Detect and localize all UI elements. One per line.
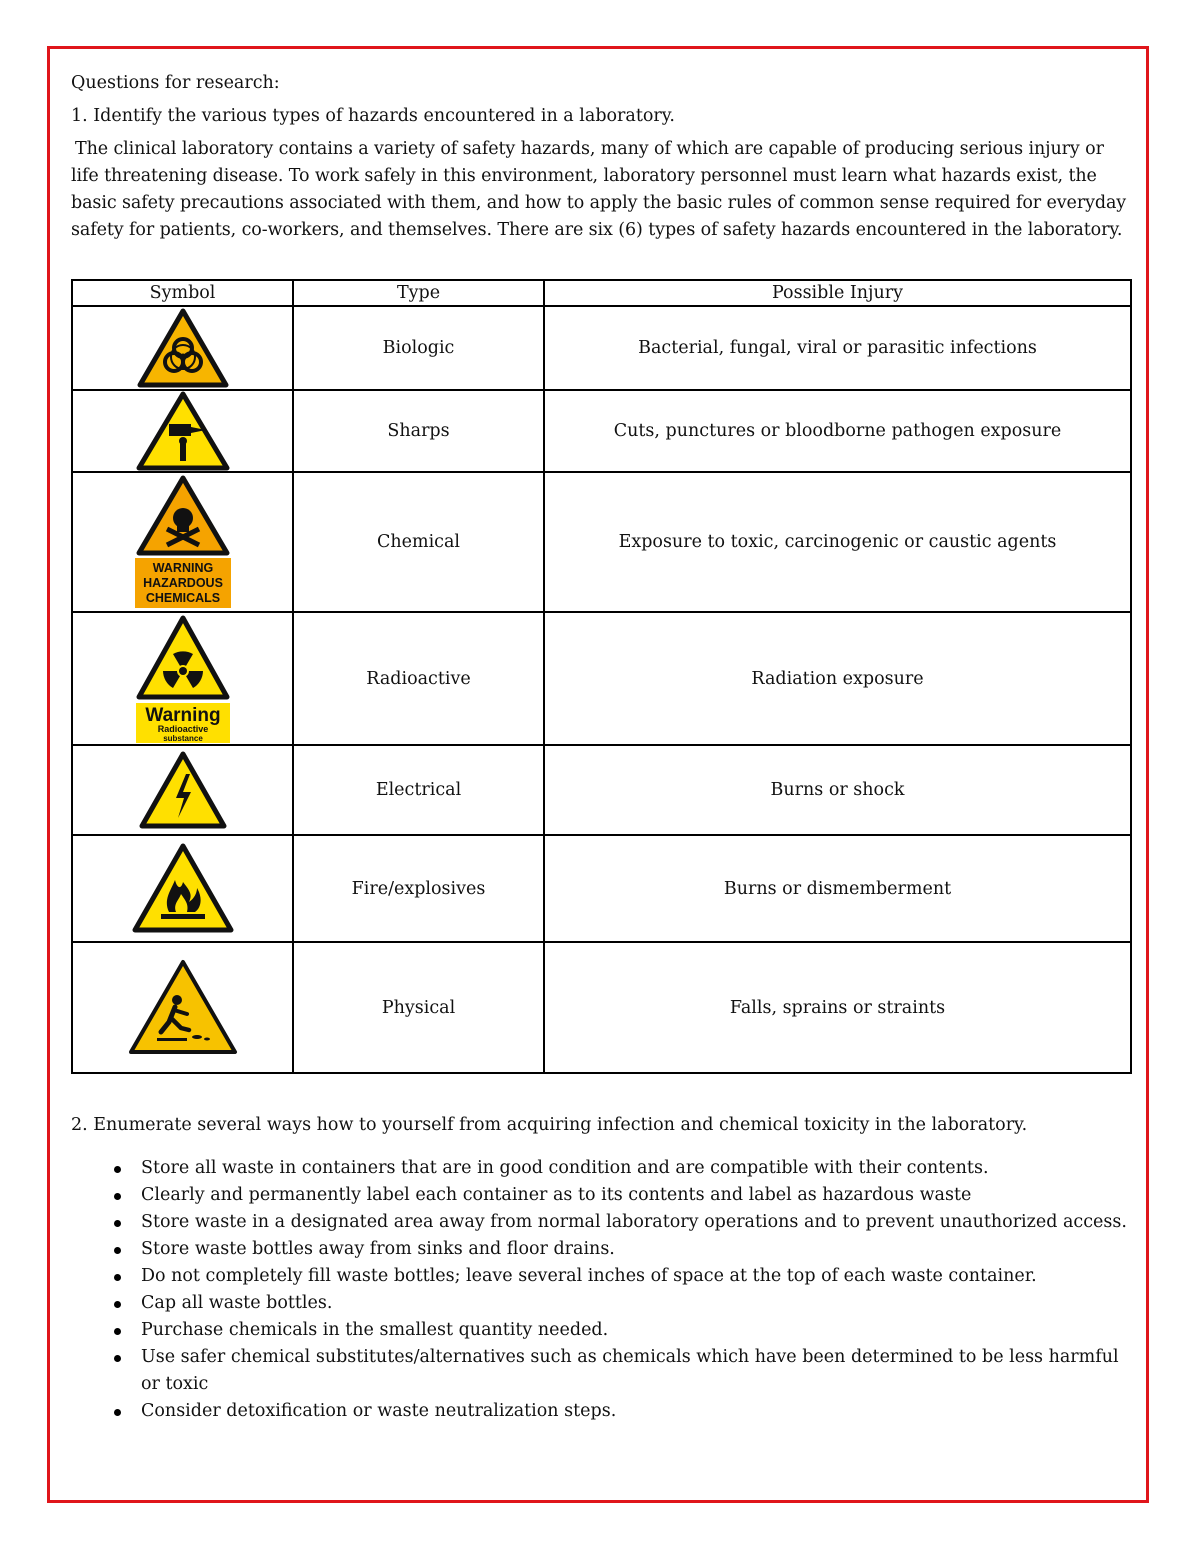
list-item (71, 1236, 1129, 1263)
bullet-icon (114, 1274, 121, 1281)
bullet-icon (114, 1328, 121, 1335)
radioactive-icon (133, 615, 233, 743)
injury-cell: Falls, sprains or straints (544, 942, 1131, 1073)
list-item (71, 1263, 1129, 1290)
injury-cell: Exposure to toxic, carcinogenic or caustic agents (544, 472, 1131, 612)
list-item-text: Purchase chemicals in the smallest quantity needed. (141, 1320, 609, 1340)
sign-text: HAZARDOUS (142, 576, 223, 590)
type-cell: Chemical (293, 472, 544, 612)
list-item-text: Clearly and permanently label each container as to its contents and label as hazardous waste (141, 1185, 972, 1205)
biohazard-icon (137, 308, 229, 388)
symbol-cell (72, 472, 293, 612)
injury-cell: Cuts, punctures or bloodborne pathogen exposure (544, 390, 1131, 472)
list-item (71, 1182, 1129, 1209)
sign-text: substance (162, 733, 203, 743)
list-item-text: Store waste in a designated area away from normal laboratory operations and to prevent unauthorized access. (141, 1212, 1127, 1232)
table-row (72, 942, 1131, 1073)
type-cell: Radioactive (293, 612, 544, 745)
symbol-cell (72, 942, 293, 1073)
sign-text: CHEMICALS (145, 591, 220, 605)
table-row (72, 745, 1131, 835)
table-row (72, 835, 1131, 942)
header-type: Type (293, 280, 544, 306)
injury-cell: Burns or dismemberment (544, 835, 1131, 942)
symbol-cell (72, 306, 293, 390)
heading: Questions for research: (71, 73, 280, 93)
sign-text: Warning (144, 704, 221, 726)
symbol-cell (72, 612, 293, 745)
type-cell: Electrical (293, 745, 544, 835)
type-cell: Physical (293, 942, 544, 1073)
bullet-icon (114, 1355, 121, 1362)
bullet-icon (114, 1301, 121, 1308)
list-item-text: Cap all waste bottles. (141, 1293, 333, 1313)
type-cell: Biologic (293, 306, 544, 390)
list-item-text: Consider detoxification or waste neutralization steps. (141, 1401, 617, 1421)
bullet-list (71, 1155, 1129, 1425)
fire-icon (131, 842, 235, 936)
bullet-icon (114, 1409, 121, 1416)
table-row (72, 612, 1131, 745)
symbol-cell (72, 835, 293, 942)
list-item (71, 1344, 1129, 1398)
type-cell: Sharps (293, 390, 544, 472)
table-row (72, 306, 1131, 390)
sign-text: WARNING (152, 561, 213, 575)
list-item-text: Store all waste in containers that are in good condition and are compatible with their contents. (141, 1158, 989, 1178)
question-2: 2. Enumerate several ways how to yourself from acquiring infection and chemical toxicity in the laboratory. (71, 1115, 1028, 1135)
question-1: 1. Identify the various types of hazards encountered in a laboratory. (71, 106, 675, 126)
list-item-text: Use safer chemical substitutes/alternatives such as chemicals which have been determined to be less harmful or toxic (141, 1347, 1119, 1394)
type-cell: Fire/explosives (293, 835, 544, 942)
list-item (71, 1155, 1129, 1182)
table-row (72, 390, 1131, 472)
symbol-cell (72, 745, 293, 835)
injury-cell: Burns or shock (544, 745, 1131, 835)
bullet-icon (114, 1220, 121, 1227)
sharps-icon (136, 391, 230, 471)
table-header-row (72, 280, 1131, 306)
bullet-icon (114, 1247, 121, 1254)
bullet-icon (114, 1193, 121, 1200)
list-item-text: Store waste bottles away from sinks and floor drains. (141, 1239, 615, 1259)
injury-cell: Bacterial, fungal, viral or parasitic infections (544, 306, 1131, 390)
header-injury: Possible Injury (544, 280, 1131, 306)
injury-cell: Radiation exposure (544, 612, 1131, 745)
slip-fall-icon (127, 958, 239, 1058)
electrical-icon (138, 750, 228, 830)
list-item (71, 1290, 1129, 1317)
table-row (72, 472, 1131, 612)
sign-text: Radioactive (157, 723, 208, 734)
hazards-table (71, 279, 1132, 1074)
symbol-cell (72, 390, 293, 472)
list-item (71, 1317, 1129, 1344)
intro-paragraph: The clinical laboratory contains a variety of safety hazards, many of which are capable of producing serious injury or life threatening disease. To work safely in this environment, laboratory personnel must learn what hazards exist, the basic safety precautions associated with them, and how to apply the basic rules of common sense required for everyday safety for patients, co-workers, and themselves. There are six (6) types of safety hazards encountered in the laboratory. (71, 139, 1127, 240)
chemical-hazard-icon (133, 475, 233, 609)
header-symbol: Symbol (72, 280, 293, 306)
list-item-text: Do not completely fill waste bottles; leave several inches of space at the top of each waste container. (141, 1266, 1037, 1286)
bullet-icon (114, 1166, 121, 1173)
list-item (71, 1398, 1129, 1425)
intro-section (71, 70, 1129, 244)
list-item (71, 1209, 1129, 1236)
